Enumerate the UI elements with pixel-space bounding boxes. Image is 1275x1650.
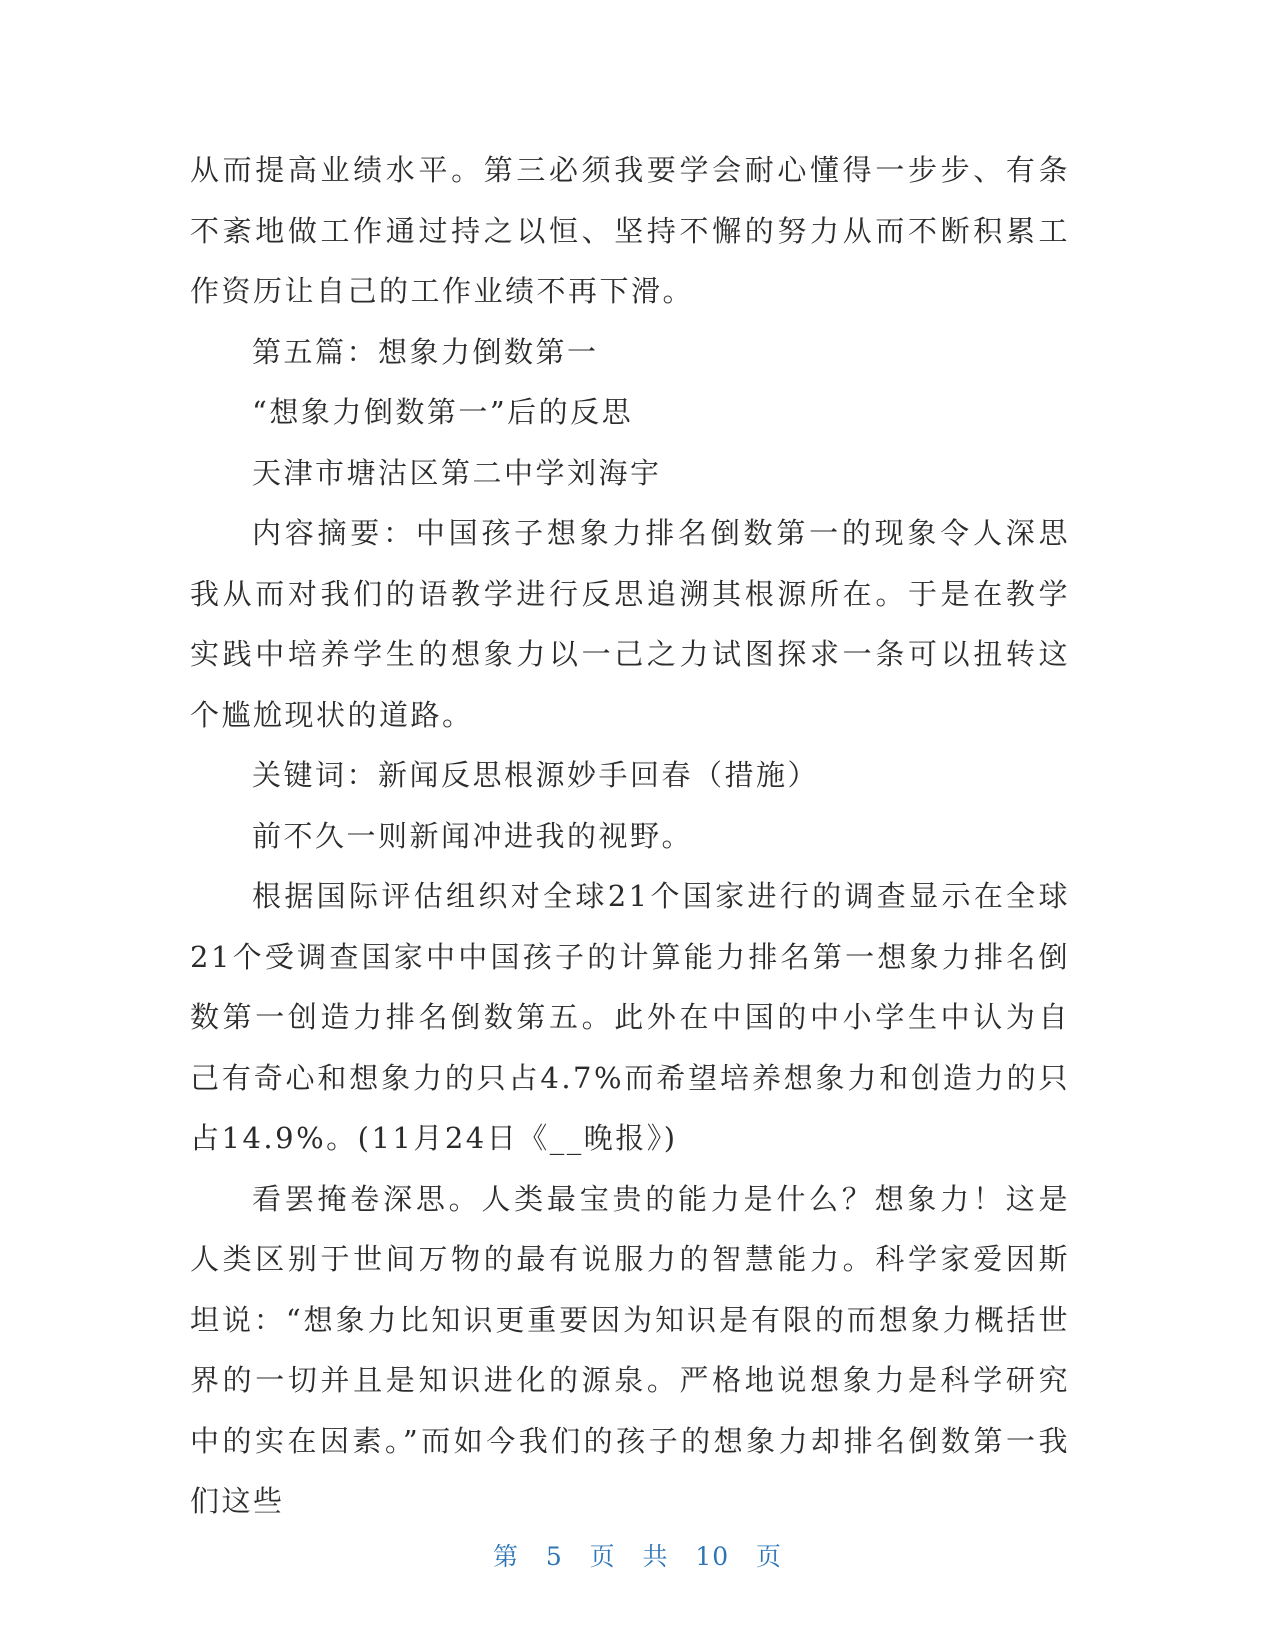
- footer-label-total: 共: [642, 1542, 669, 1571]
- section-heading: 第五篇：想象力倒数第一: [252, 334, 599, 369]
- abstract-paragraph: 内容摘要：中国孩子想象力排名倒数第一的现象令人深思我从而对我们的语教学进行反思追溯其根源所在。于是在教学实践中培养学生的想象力以一己之力试图探求一条可以扭转这个尴尬现状的道路。: [190, 516, 1070, 732]
- footer-label-page: 第: [492, 1542, 519, 1571]
- footer-total-pages: 10: [695, 1542, 730, 1571]
- paragraph-1: 从而提高业绩水平。第三必须我要学会耐心懂得一步步、有条不紊地做工作通过持之以恒、坚持不懈的努力从而不断积累工作资历让自己的工作业绩不再下滑。: [190, 153, 1070, 308]
- keywords-line: 关键词：新闻反思根源妙手回春（措施）: [252, 758, 820, 792]
- paragraph-news-intro: 前不久一则新闻冲进我的视野。: [252, 818, 694, 853]
- body-text: [190, 140, 1070, 1532]
- page-footer: [0, 1537, 1275, 1573]
- footer-current-page: 5: [545, 1542, 563, 1571]
- article-title: “想象力倒数第一”后的反思: [252, 395, 634, 429]
- author-line: 天津市塘沽区第二中学刘海宇: [252, 455, 662, 490]
- paragraph-reflection: 看罢掩卷深思。人类最宝贵的能力是什么？想象力！这是人类区别于世间万物的最有说服力的智慧能力。科学家爱因斯坦说：“想象力比知识更重要因为知识是有限的而想象力概括世界的一切并且是知识进化的源泉。严格地说想象力是科学研究中的实在因素。”而如今我们的孩子的想象力却排名倒数第一我们这些: [190, 1181, 1070, 1518]
- paragraph-survey: 根据国际评估组织对全球21个国家进行的调查显示在全球21个受调查国家中中国孩子的计算能力排名第一想象力排名倒数第一创造力排名倒数第五。此外在中国的中小学生中认为自己有奇心和想象力的只占4.7%而希望培养想象力和创造力的只占14.9%。(11月24日《__晚报》): [190, 879, 1070, 1155]
- footer-label-total-unit: 页: [756, 1542, 783, 1571]
- footer-label-page-unit: 页: [589, 1542, 616, 1571]
